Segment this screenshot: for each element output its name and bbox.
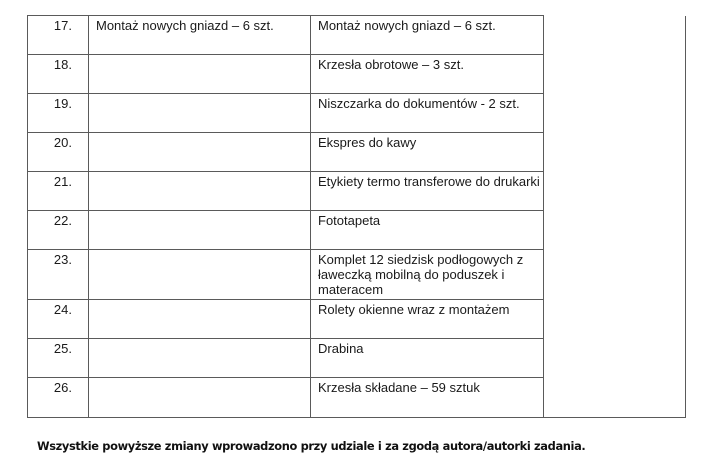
changed-item-text: Komplet 12 siedzisk podłogowych z ławeczką mobilną do poduszek i materacem [318,252,524,297]
changed-item-cell [311,133,544,172]
original-item-text [96,94,310,96]
changes-table [27,15,686,418]
row-number-cell [28,378,89,418]
original-item-text [96,378,310,380]
original-item-cell [89,378,311,418]
changed-item-cell [311,300,544,339]
changed-item-text: Krzesła obrotowe – 3 szt. [318,57,464,72]
changed-item-cell [311,339,544,378]
table-row [28,16,686,55]
original-item-text: Montaż nowych gniazd – 6 szt. [96,18,274,33]
changed-item-text: Etykiety termo transferowe do drukarki [318,174,540,189]
original-item-cell [89,133,311,172]
row-number-cell [28,55,89,94]
changed-item-text: Drabina [318,341,364,356]
row-number: 21. [53,174,72,189]
original-item-text [96,172,310,174]
changed-item-cell [311,250,544,300]
changed-item-cell [311,94,544,133]
original-item-cell [89,55,311,94]
row-number: 19. [53,96,72,111]
empty-remarks-column [544,16,686,418]
row-number-cell [28,339,89,378]
changed-item-cell [311,55,544,94]
row-number-cell [28,300,89,339]
original-item-cell [89,250,311,300]
row-number: 20. [53,135,72,150]
row-number: 26. [53,380,72,395]
row-number: 25. [53,341,72,356]
row-number-cell [28,172,89,211]
row-number-cell [28,133,89,172]
changes-table-body [28,16,686,418]
changed-item-text: Fototapeta [318,213,381,228]
original-item-cell [89,211,311,250]
changed-item-cell [311,172,544,211]
original-item-cell [89,300,311,339]
changed-item-cell [311,211,544,250]
changed-item-cell [311,378,544,418]
row-number: 18. [53,57,72,72]
original-item-text [96,339,310,341]
changed-item-text: Rolety okienne wraz z montażem [318,302,510,317]
changed-item-text: Montaż nowych gniazd – 6 szt. [318,18,496,33]
original-item-text [96,250,310,252]
original-item-cell [89,16,311,55]
row-number-cell [28,94,89,133]
original-item-cell [89,339,311,378]
changed-item-text: Ekspres do kawy [318,135,417,150]
row-number-cell [28,211,89,250]
changed-item-text: Niszczarka do dokumentów - 2 szt. [318,96,520,111]
original-item-cell [89,94,311,133]
original-item-text [96,300,310,302]
footer-note: Wszystkie powyższe zmiany wprowadzono przy udziale i za zgodą autora/autorki zadania. [37,439,586,453]
original-item-text [96,211,310,213]
original-item-text [96,55,310,57]
changed-item-cell [311,16,544,55]
changed-item-text: Krzesła składane – 59 sztuk [318,380,480,395]
row-number: 24. [53,302,72,317]
row-number: 17. [53,18,72,33]
original-item-cell [89,172,311,211]
original-item-text [96,133,310,135]
row-number-cell [28,250,89,300]
row-number: 22. [53,213,72,228]
row-number-cell [28,16,89,55]
row-number: 23. [53,252,72,267]
